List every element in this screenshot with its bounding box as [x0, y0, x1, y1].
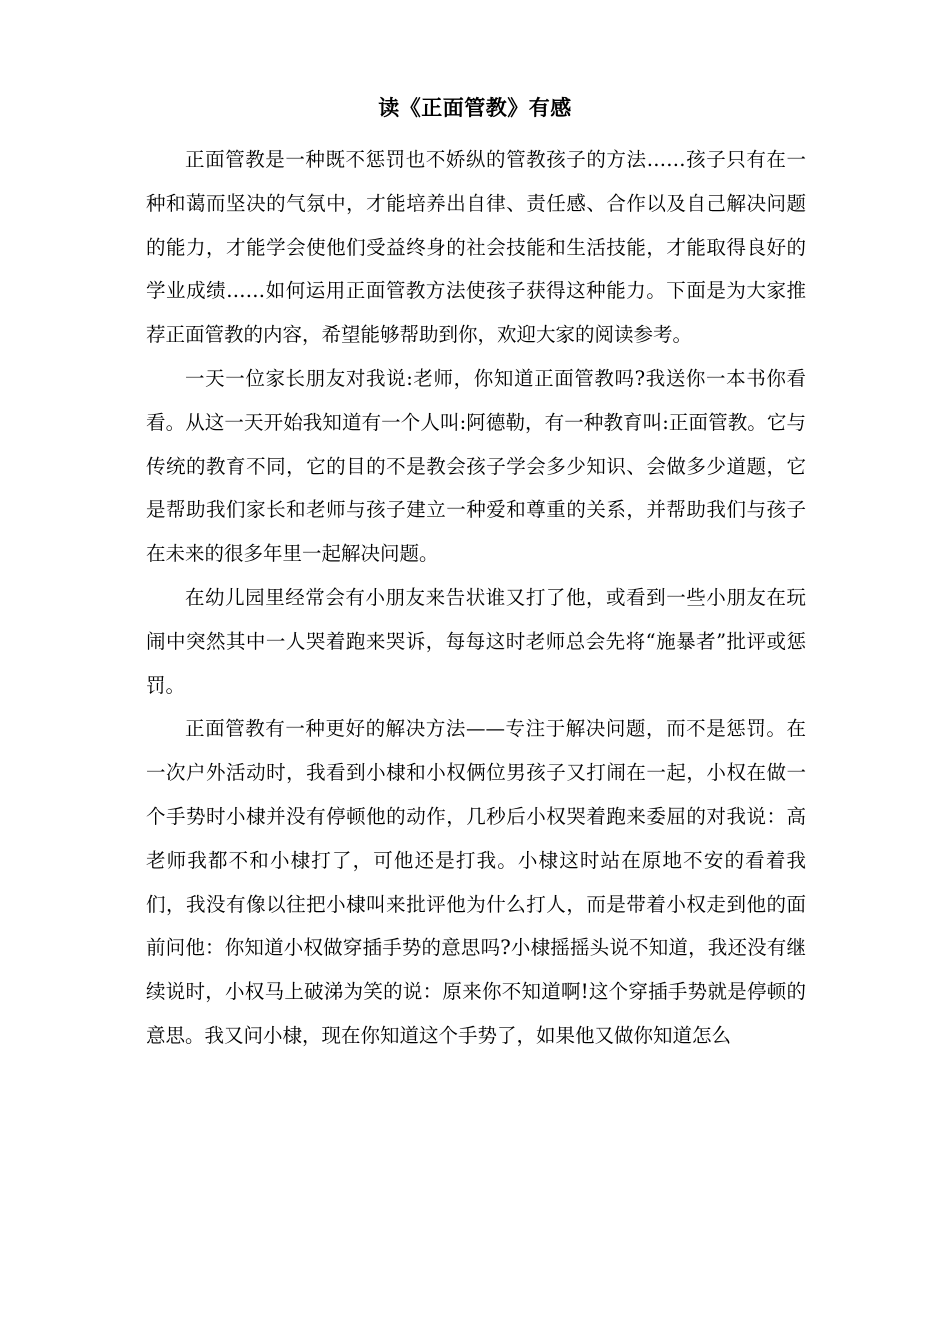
- document-title: 读《正面管教》有感: [378, 95, 572, 120]
- paragraph-parent-friend: 一天一位家长朋友对我说:老师，你知道正面管教吗?我送你一本书你看看。从这一天开始我知道有一个人叫:阿德勒，有一种教育叫:正面管教。它与传统的教育不同，它的目的不是教会孩子学会多少知识、会做多少道题，它是帮助我们家长和老师与孩子建立一种爱和尊重的关系，并帮助我们与孩子在未来的很多年里一起解决问题。: [146, 366, 806, 566]
- paragraph-solution: 正面管教有一种更好的解决方法——专注于解决问题，而不是惩罚。在一次户外活动时，我看到小棣和小权俩位男孩子又打闹在一起，小权在做一个手势时小棣并没有停顿他的动作，几秒后小权哭着跑来委屈的对我说：高老师我都不和小棣打了，可他还是打我。小棣这时站在原地不安的看着我们，我没有像以往把小棣叫来批评他为什么打人，而是带着小权走到他的面前问他：你知道小权做穿插手势的意思吗?小棣摇摇头说不知道，我还没有继续说时，小权马上破涕为笑的说：原来你不知道啊!这个穿插手势就是停顿的意思。我又问小棣，现在你知道这个手势了，如果他又做你知道怎么: [146, 717, 806, 1047]
- document-body: [146, 138, 806, 1058]
- paragraph-kindergarten: 在幼儿园里经常会有小朋友来告状谁又打了他，或看到一些小朋友在玩闹中突然其中一人哭着跑来哭诉，每每这时老师总会先将“施暴者”批评或惩罚。: [146, 585, 806, 697]
- paragraph-intro: 正面管教是一种既不惩罚也不娇纵的管教孩子的方法……孩子只有在一种和蔼而坚决的气氛中，才能培养出自律、责任感、合作以及自己解决问题的能力，才能学会使他们受益终身的社会技能和生活技能，才能取得良好的学业成绩……如何运用正面管教方法使孩子获得这种能力。下面是为大家推荐正面管教的内容，希望能够帮助到你，欢迎大家的阅读参考。: [146, 148, 806, 347]
